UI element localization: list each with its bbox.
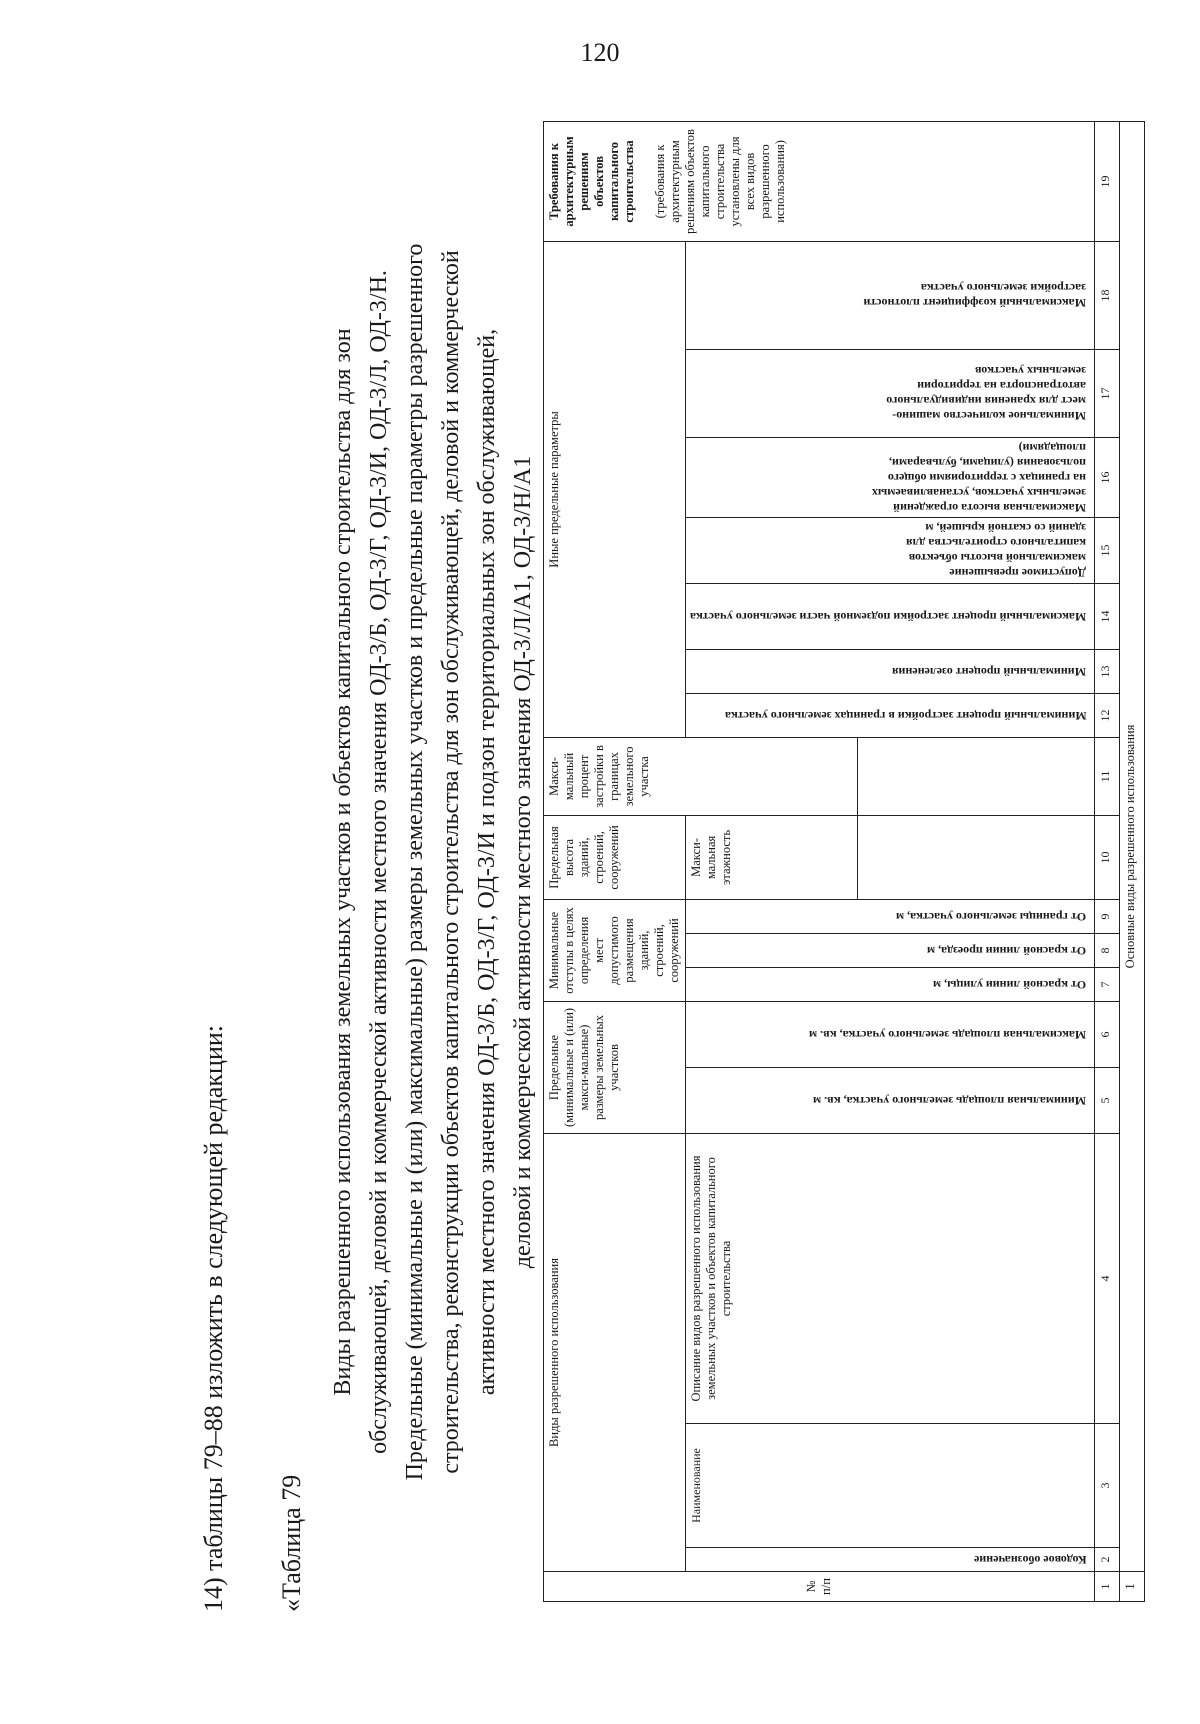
column-number: 17 bbox=[1095, 349, 1120, 437]
header-excess-height-text: Допустимое превышение максимальной высоты объектов капитального строительства для зданий со скатной крышей, м bbox=[906, 521, 1087, 581]
header-parking bbox=[686, 349, 1095, 437]
column-number: 10 bbox=[1095, 815, 1120, 899]
heading-line: строительства, реконструкции объектов капитального строительства для зон обслуживающей, деловой и коммерческой bbox=[438, 250, 464, 1474]
header-underground-text: Максимальный процент застройки подземной части земельного участка bbox=[690, 609, 1087, 624]
column-number: 15 bbox=[1095, 517, 1120, 583]
header-height: Предельная высота зданий, строений, сооружений bbox=[544, 815, 686, 899]
header-plot-sizes: Предельные (минимальные и (или) макси-мальные) размеры земельных участков bbox=[544, 1001, 686, 1133]
header-min-area bbox=[686, 1067, 1095, 1133]
column-number: 7 bbox=[1095, 967, 1120, 1001]
column-numbers-row bbox=[1095, 121, 1120, 1601]
page-number: 120 bbox=[580, 38, 620, 67]
header-street-setback bbox=[686, 967, 1095, 1001]
heading-line: Предельные (минимальные и (или) максимальные) размеры земельных участков и предельные параметры разрешенного bbox=[402, 243, 428, 1481]
regulations-table-wrapper bbox=[543, 122, 1138, 1602]
header-landscaping bbox=[686, 649, 1095, 693]
header-code bbox=[686, 1548, 1095, 1572]
rotated-landscape-content bbox=[195, 112, 1138, 1612]
header-permitted-uses: Виды разрешенного использования bbox=[544, 1133, 686, 1571]
table-heading bbox=[325, 112, 541, 1612]
header-name: Наименование bbox=[686, 1424, 1095, 1548]
header-landscaping-text: Минимальный процент озеленения bbox=[892, 664, 1087, 679]
column-number: 19 bbox=[1095, 121, 1120, 241]
header-max-floors: Макси-мальная этажность bbox=[686, 815, 858, 899]
header-height-blank bbox=[858, 815, 1095, 899]
header-street-setback-text: От красной линии улицы, м bbox=[933, 977, 1087, 992]
header-architecture bbox=[544, 121, 1095, 241]
header-fence-height bbox=[686, 437, 1095, 517]
header-border-setback-text: От границы земельного участка, м bbox=[896, 909, 1087, 924]
intro-line: 14) таблицы 79–88 изложить в следующей редакции: bbox=[199, 1024, 228, 1612]
column-number: 2 bbox=[1095, 1548, 1120, 1572]
column-number: 3 bbox=[1095, 1424, 1120, 1548]
architecture-note: (требования к архитектурным решениям объектов капитального строительства установлены для всех видов разрешенного использования) bbox=[653, 129, 787, 234]
heading-line: Виды разрешенного использования земельных участков и объектов капитального строительства для зон bbox=[330, 328, 356, 1396]
heading-line: деловой и коммерческой активности местного значения ОД-3/Л/А1, ОД-3/Н/А1 bbox=[510, 455, 536, 1269]
header-code-text: Кодовое обозначение bbox=[973, 1553, 1087, 1567]
header-density-text: Максимальный коэффициент плотности застройки земельного участка bbox=[863, 281, 1087, 311]
header-passage-setback-text: От красной линии проезда, м bbox=[927, 943, 1087, 958]
header-min-area-text: Минимальная площадь земельного участка, кв. м bbox=[813, 1093, 1087, 1108]
header-fence-height-text: Максимальная высота ограждений земельных участков, устанавливаемых на границах с территориями общего пользования (улицами, бульварами, площадями) bbox=[872, 440, 1087, 515]
header-setbacks: Минимальные отступы в целях определения мест допустимого размещения зданий, строений, сооружений bbox=[544, 899, 686, 1001]
column-number: 6 bbox=[1095, 1001, 1120, 1067]
column-number: 18 bbox=[1095, 241, 1120, 349]
column-number: 14 bbox=[1095, 583, 1120, 649]
column-number: 1 bbox=[1095, 1572, 1120, 1602]
column-number: 5 bbox=[1095, 1067, 1120, 1133]
header-border-setback bbox=[686, 899, 1095, 933]
header-percent-blank bbox=[858, 737, 1095, 815]
heading-line: обслуживающей, деловой и коммерческой активности местного значения ОД-3/Б, ОД-3/Г, ОД-3/И, ОД-3/Л, ОД-3/Н. bbox=[366, 270, 392, 1454]
header-excess-height bbox=[686, 517, 1095, 583]
header-passage-setback bbox=[686, 933, 1095, 967]
table-row bbox=[1120, 121, 1145, 1601]
header-max-area-text: Максимальная площадь земельного участка, кв. м bbox=[809, 1027, 1087, 1042]
row-number: 1 bbox=[1120, 1572, 1145, 1602]
section-main-uses: Основные виды разрешенного использования bbox=[1120, 121, 1145, 1571]
architecture-title: Требования к архитектурным решениям объектов капитального строительства bbox=[547, 136, 636, 227]
column-number: 12 bbox=[1095, 693, 1120, 737]
header-density bbox=[686, 241, 1095, 349]
header-min-percent bbox=[686, 693, 1095, 737]
heading-line: активности местного значения ОД-3/Б, ОД-3/Г, ОД-3/И и подзон территориальных зон обслуживающей, bbox=[474, 328, 500, 1396]
header-number: № п/п bbox=[544, 1572, 1095, 1602]
header-max-area bbox=[686, 1001, 1095, 1067]
column-number: 4 bbox=[1095, 1133, 1120, 1423]
header-other-params: Иные предельные параметры bbox=[544, 241, 686, 737]
header-underground bbox=[686, 583, 1095, 649]
header-description: Описание видов разрешенного использования земельных участков и объектов капитального строительства bbox=[686, 1133, 1095, 1423]
column-number: 13 bbox=[1095, 649, 1120, 693]
header-parking-text: Минимальное количество машино-мест для хранения индивидуального автотранспорта на территории земельных участков bbox=[886, 364, 1087, 424]
column-number: 16 bbox=[1095, 437, 1120, 517]
column-number: 9 bbox=[1095, 899, 1120, 933]
column-number: 8 bbox=[1095, 933, 1120, 967]
column-number: 11 bbox=[1095, 737, 1120, 815]
table-label: «Таблица 79 bbox=[277, 1474, 306, 1612]
regulations-table bbox=[543, 121, 1145, 1602]
header-max-percent: Макси-мальный процент застройки в границах земельного участка bbox=[544, 737, 858, 815]
header-min-percent-text: Минимальный процент застройки в границах земельного участка bbox=[724, 708, 1087, 723]
